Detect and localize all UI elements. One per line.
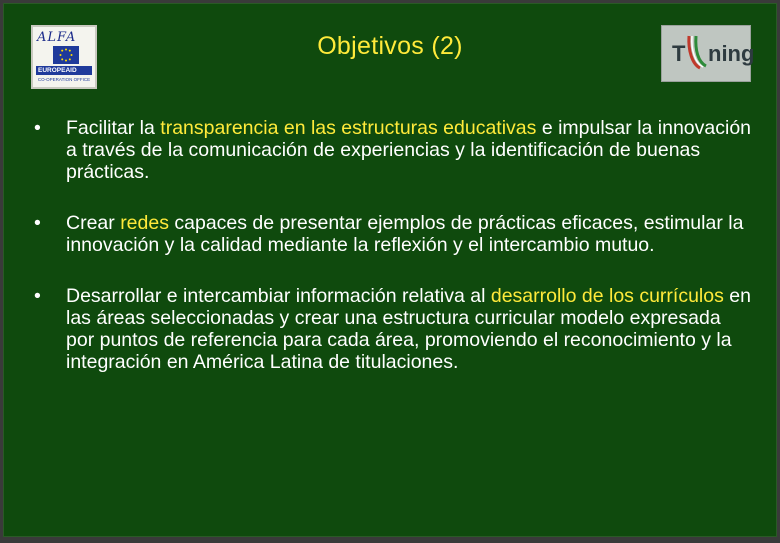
tuning-logo	[661, 25, 755, 82]
highlighted-text: desarrollo de los currículos	[490, 285, 724, 307]
bullet-item	[34, 212, 754, 256]
text-run: en las áreas seleccionadas y crear una estructura curricular modelo expresada por puntos de referencia para cada área, promoviendo el reconocimiento y la integración en América Latina de titulaciones.	[66, 285, 751, 373]
highlighted-text: redes	[120, 212, 169, 234]
tuning-swoosh-icon	[686, 34, 710, 72]
text-run: capaces de presentar ejemplos de prácticas eficaces, estimular la innovación y la calidad mediante la reflexión y el intercambio mutuo.	[66, 212, 744, 256]
text-run: Facilitar la	[66, 117, 161, 139]
text-run: Crear	[66, 212, 121, 234]
slide	[3, 3, 777, 537]
bullet-text	[66, 117, 751, 183]
text-run: e impulsar la innovación a través de la comunicación de experiencias y la identificación de buenas prácticas.	[66, 117, 752, 183]
bullet-marker: •	[34, 212, 41, 234]
bullet-text	[66, 285, 751, 373]
highlighted-text: transparencia en las estructuras educativas	[160, 117, 537, 139]
tuning-logo-t: T	[672, 41, 686, 66]
bullet-item	[34, 117, 754, 183]
alfa-logo-word: ALFA	[37, 30, 77, 45]
bullet-marker: •	[34, 117, 41, 139]
cooperation-office-label: CO-OPERATION OFFICE	[37, 77, 91, 82]
bullet-marker: •	[34, 285, 41, 307]
text-run: Desarrollar e intercambiar información relativa al	[66, 285, 491, 307]
tuning-logo-ning: ning	[708, 41, 755, 66]
bullet-item	[34, 285, 754, 373]
slide-title: Objetivos (2)	[317, 32, 463, 60]
europeaid-label: EUROPEAID	[36, 66, 92, 75]
bullet-text	[66, 212, 743, 256]
bullet-list	[34, 117, 754, 402]
